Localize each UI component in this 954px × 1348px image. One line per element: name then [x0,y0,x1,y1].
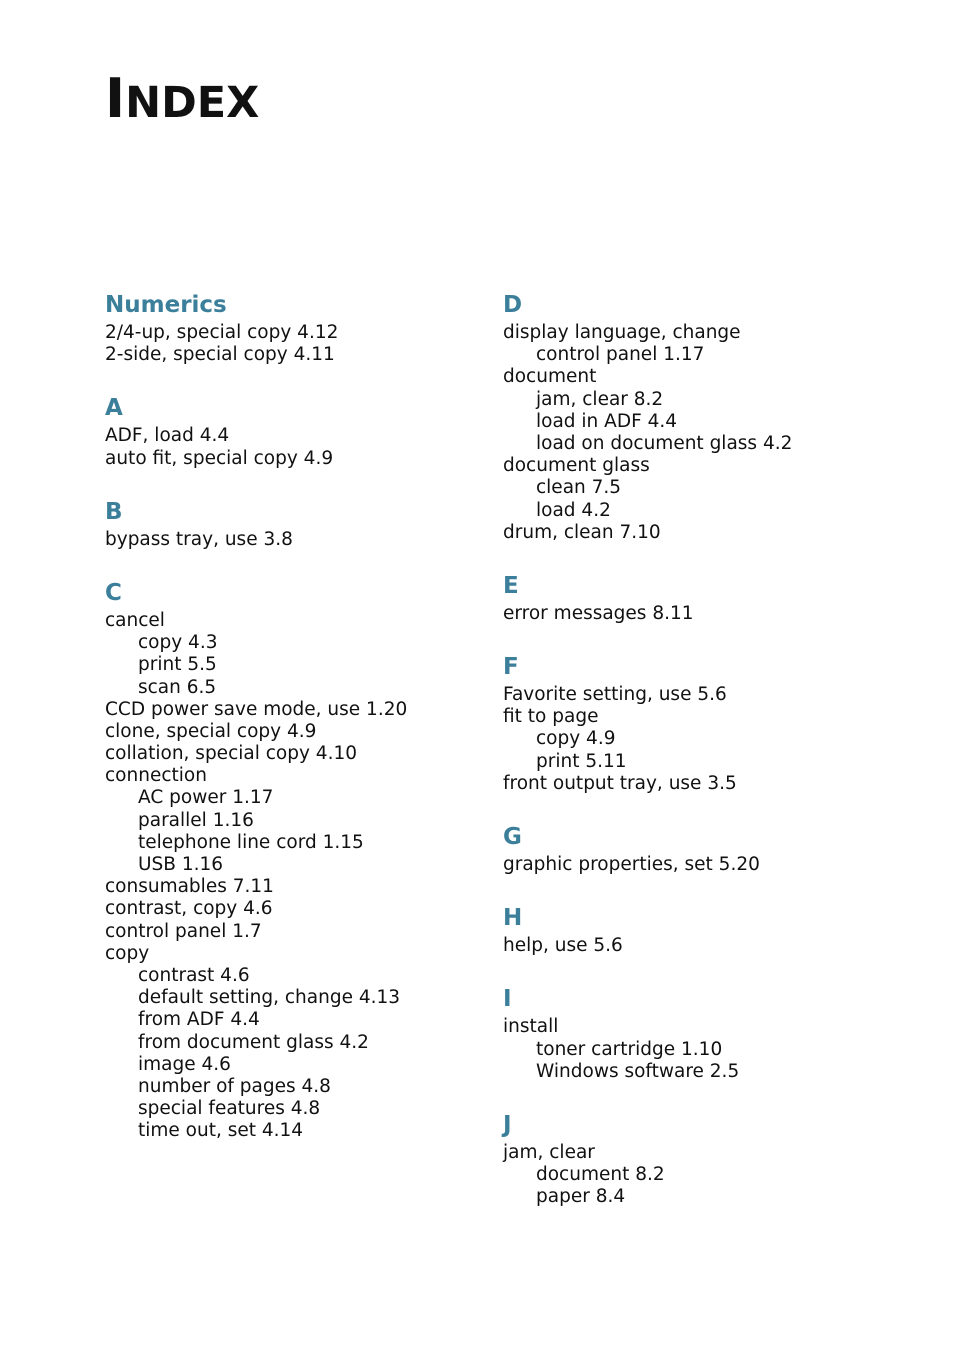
section-heading: D [503,292,523,318]
index-subentry: Windows software 2.5 [536,1060,740,1082]
index-subentry: print 5.11 [536,750,627,772]
index-entry: control panel 1.7 [105,920,262,942]
page-title-initial: I [105,67,126,130]
index-section [105,497,505,551]
index-entry: graphic properties, set 5.20 [503,854,760,875]
index-section [503,903,903,957]
index-entry: help, use 5.6 [503,935,623,957]
page-title [105,67,260,130]
index-subentry: clean 7.5 [536,477,622,499]
index-entry: install [503,1016,559,1038]
index-entry: copy [105,942,150,964]
index-entry: cancel [105,609,165,631]
index-subentry: document 8.2 [536,1164,665,1186]
index-entry: contrast, copy 4.6 [105,898,273,920]
index-section [503,1110,903,1209]
index-subentry: default setting, change 4.13 [138,987,401,1009]
index-entry: fit to page [503,706,599,728]
index-subentry: contrast 4.6 [138,964,250,986]
index-subentry: jam, clear 8.2 [536,388,664,410]
index-entry: 2/4-up, special copy 4.12 [105,322,339,343]
index-subentry: scan 6.5 [138,676,217,698]
index-entry: collation, special copy 4.10 [105,743,357,765]
section-heading: B [105,498,123,525]
index-subentry: number of pages 4.8 [138,1075,331,1097]
index-subentry: image 4.6 [138,1053,231,1075]
index-entry: document [503,366,597,388]
index-entry: front output tray, use 3.5 [503,772,737,794]
index-entry: drum, clean 7.10 [503,521,661,543]
index-subentry: load 4.2 [536,499,611,521]
index-subentry: print 5.5 [138,654,217,676]
index-subentry: AC power 1.17 [138,787,274,809]
index-section [503,571,903,625]
index-entry: 2-side, special copy 4.11 [105,344,335,366]
index-entry: document glass [503,455,650,477]
index-entry: auto fit, special copy 4.9 [105,447,334,469]
index-section [105,290,505,366]
index-column-right [503,290,903,1209]
index-entry: ADF, load 4.4 [105,425,230,447]
index-subentry: parallel 1.16 [138,809,254,831]
index-section [105,578,505,1143]
section-heading: H [503,905,523,932]
index-column-left [105,290,505,1142]
section-heading: E [503,572,519,599]
index-entry: clone, special copy 4.9 [105,720,317,742]
index-entry: connection [105,765,207,787]
index-subentry: paper 8.4 [536,1186,626,1208]
index-subentry: time out, set 4.14 [138,1120,304,1142]
index-subentry: special features 4.8 [138,1098,321,1120]
index-subentry: from document glass 4.2 [138,1031,369,1053]
page-title-rest: NDEX [125,78,260,128]
index-entry: bypass tray, use 3.8 [105,528,293,550]
section-heading: F [503,654,519,681]
section-heading: J [503,1111,512,1138]
index-subentry: from ADF 4.4 [138,1009,260,1031]
index-subentry: telephone line cord 1.15 [138,831,364,853]
index-entry: consumables 7.11 [105,876,274,898]
index-section [105,393,505,469]
index-subentry: toner cartridge 1.10 [536,1038,723,1060]
index-entry: Favorite setting, use 5.6 [503,684,727,706]
section-heading: I [503,986,512,1013]
index-subentry: copy 4.3 [138,632,218,654]
section-heading: Numerics [105,292,227,318]
index-section [503,984,903,1083]
index-subentry: load on document glass 4.2 [536,432,793,454]
section-heading: C [105,579,122,606]
section-heading: A [105,395,123,422]
index-subentry: load in ADF 4.4 [536,410,678,432]
index-entry: jam, clear [503,1141,595,1163]
index-section [503,822,903,876]
index-section [503,652,903,795]
index-subentry: USB 1.16 [138,854,224,875]
index-section [503,290,903,544]
section-heading: G [503,824,522,850]
index-subentry: copy 4.9 [536,728,616,750]
index-entry: error messages 8.11 [503,602,694,624]
index-subentry: control panel 1.17 [536,344,705,366]
index-entry: CCD power save mode, use 1.20 [105,698,408,720]
index-entry: display language, change [503,322,741,343]
